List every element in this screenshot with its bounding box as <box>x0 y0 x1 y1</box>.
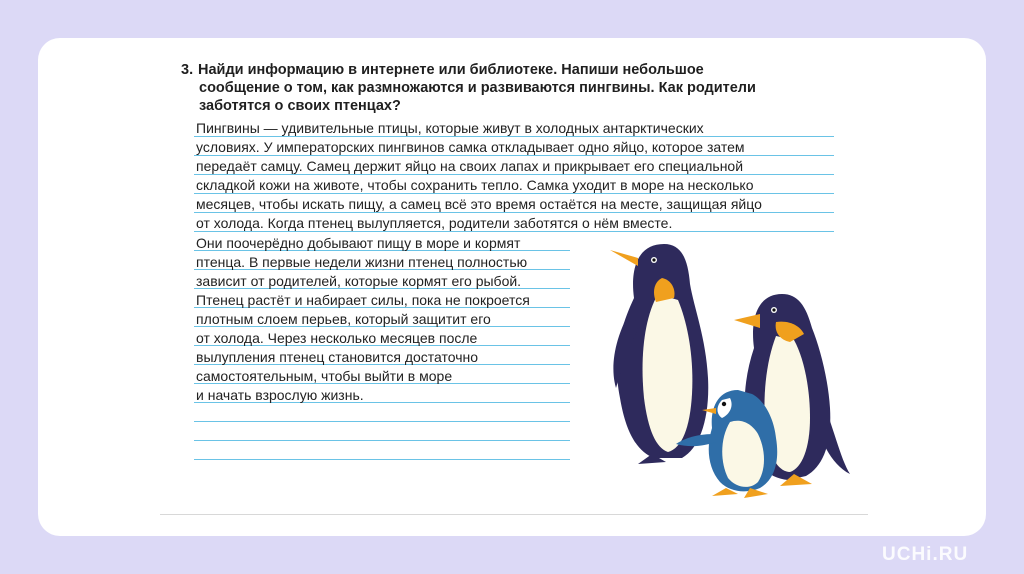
ruled-line <box>194 231 834 232</box>
slide-card <box>38 38 986 536</box>
task-line-1: Найди информацию в интернете или библиотеке. Напиши небольшое <box>198 62 704 78</box>
answer-line: и начать взрослую жизнь. <box>196 387 364 403</box>
ruled-line <box>194 440 570 441</box>
answer-line: Пингвины — удивительные птицы, которые живут в холодных антарктических <box>196 120 704 136</box>
task-line-3: заботятся о своих птенцах? <box>199 98 401 114</box>
brand-logo: UCHi.RU <box>882 544 969 565</box>
ruled-line <box>194 174 834 175</box>
ruled-line <box>194 212 834 213</box>
divider <box>160 514 868 515</box>
task-prompt <box>181 61 821 114</box>
answer-line: Птенец растёт и набирает силы, пока не покроется <box>196 292 530 308</box>
answer-line: условиях. У императорских пингвинов самка откладывает одно яйцо, которое затем <box>196 139 745 155</box>
answer-line: передаёт самцу. Самец держит яйцо на своих лапах и прикрывает его специальной <box>196 158 744 174</box>
answer-line: складкой кожи на животе, чтобы сохранить тепло. Самка уходит в море на несколько <box>196 177 754 193</box>
ruled-line <box>194 136 834 137</box>
answer-line: от холода. Через несколько месяцев после <box>196 330 478 346</box>
answer-line: птенца. В первые недели жизни птенец полностью <box>196 254 528 270</box>
task-number: 3. <box>181 62 194 78</box>
ruled-line <box>194 421 570 422</box>
task-text <box>199 61 819 115</box>
answer-line: зависит от родителей, которые кормят его рыбой. <box>196 273 522 289</box>
answer-line: вылупления птенец становится достаточно <box>196 349 479 365</box>
answer-line: самостоятельным, чтобы выйти в море <box>196 368 453 384</box>
task-line-2: сообщение о том, как размножаются и развиваются пингвины. Как родители <box>199 80 756 96</box>
ruled-line <box>194 459 570 460</box>
answer-line: месяцев, чтобы искать пищу, а самец всё это время остаётся на месте, защищая яйцо <box>196 196 762 212</box>
answer-line: плотным слоем перьев, который защитит его <box>196 311 491 327</box>
penguins-illustration <box>598 238 860 500</box>
answer-line: от холода. Когда птенец вылупляется, родители заботятся о нём вместе. <box>196 215 673 231</box>
adult-penguin-left <box>610 244 708 464</box>
ruled-line <box>194 193 834 194</box>
ruled-line <box>194 155 834 156</box>
answer-line: Они поочерёдно добывают пищу в море и кормят <box>196 235 521 251</box>
